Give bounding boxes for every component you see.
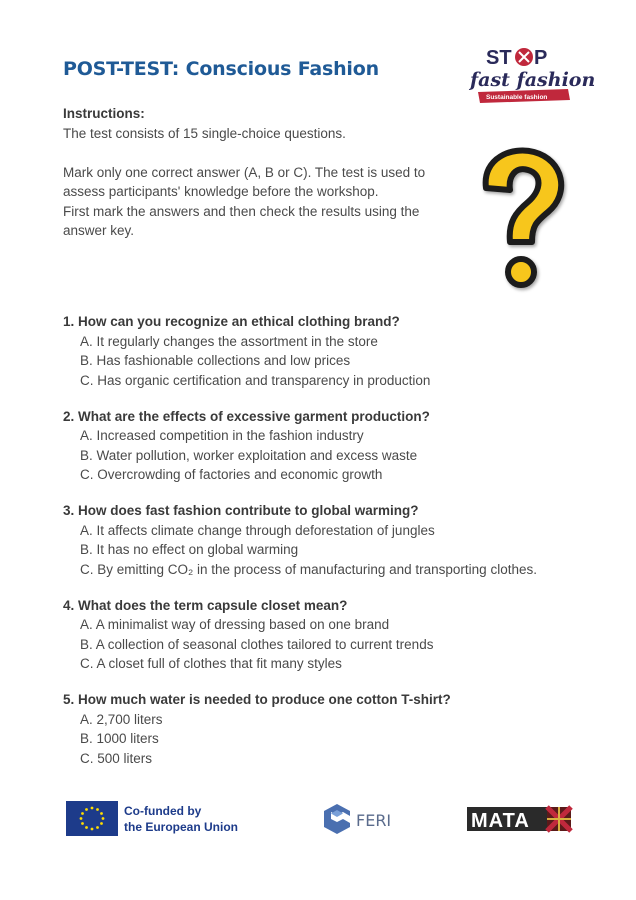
eu-line-1: Co-funded by	[124, 804, 202, 818]
question-title: 1. How can you recognize an ethical clothing brand?	[63, 314, 400, 329]
question-5	[63, 690, 583, 768]
answer-option-c: C. Has organic certification and transparency in production	[80, 372, 431, 388]
answer-option-a: A. Increased competition in the fashion industry	[80, 428, 364, 443]
answer-option-c: C. By emitting CO₂ in the process of manufacturing and transporting clothes.	[80, 561, 537, 577]
answer-option-b: B. A collection of seasonal clothes tailored to current trends	[80, 636, 434, 652]
page-title: POST-TEST: Conscious Fashion	[63, 58, 379, 80]
answer-option-b: B. It has no effect on global warming	[80, 542, 299, 557]
feri-icon	[321, 802, 353, 836]
question-title: 2. What are the effects of excessive garment production?	[63, 408, 430, 424]
answer-option-a: A. It regularly changes the assortment in the store	[80, 333, 378, 349]
answer-option-a: A. A minimalist way of dressing based on one brand	[80, 617, 390, 632]
instructions-heading: Instructions:	[63, 106, 145, 121]
answer-option-b: B. 1000 liters	[80, 731, 159, 746]
question-title: 3. How does fast fashion contribute to global warming?	[63, 503, 419, 518]
question-title: 5. How much water is needed to produce one cotton T-shirt?	[63, 692, 451, 707]
answer-option-c: C. A closet full of clothes that fit many styles	[80, 656, 342, 671]
feri-logo	[321, 802, 391, 836]
answer-option-a: A. 2,700 liters	[80, 711, 163, 727]
eu-cofunded-text	[124, 803, 238, 835]
answer-option-c: C. Overcrowding of factories and economic growth	[80, 467, 383, 482]
instructions	[63, 104, 443, 241]
mata-logo	[467, 804, 573, 834]
instructions-line-1: The test consists of 15 single-choice questions.	[63, 125, 346, 141]
answer-option-b: B. Water pollution, worker exploitation and excess waste	[80, 447, 418, 463]
questions-list	[63, 312, 583, 785]
mata-text: MATA	[471, 810, 530, 832]
question-4	[63, 596, 583, 674]
instructions-line-3: First mark the answers and then check the results using the answer key.	[63, 203, 420, 238]
eu-cofunded-logo	[66, 801, 246, 837]
answer-option-b: B. Has fashionable collections and low prices	[80, 353, 351, 368]
eu-flag-icon	[66, 801, 118, 836]
answer-option-c: C. 500 liters	[80, 750, 153, 766]
eu-line-2: the European Union	[124, 820, 238, 834]
logo-stop-text: ST	[486, 47, 512, 69]
question-title: 4. What does the term capsule closet mean?	[63, 597, 348, 613]
instructions-line-2: Mark only one correct answer (A, B or C). The test is used to assess participants' knowledge before the workshop.	[63, 164, 426, 199]
svg-text:P: P	[534, 47, 548, 69]
stop-fast-fashion-logo	[464, 42, 596, 114]
question-2	[63, 407, 583, 485]
question-1	[63, 312, 583, 390]
question-mark-icon	[472, 144, 572, 299]
feri-text: FERI	[356, 811, 392, 830]
question-3	[63, 501, 583, 579]
answer-option-a: A. It affects climate change through deforestation of jungles	[80, 522, 435, 538]
logo-ribbon-text: Sustainable fashion	[486, 94, 548, 101]
logo-fast-fashion-text: fast fashion	[470, 69, 596, 91]
